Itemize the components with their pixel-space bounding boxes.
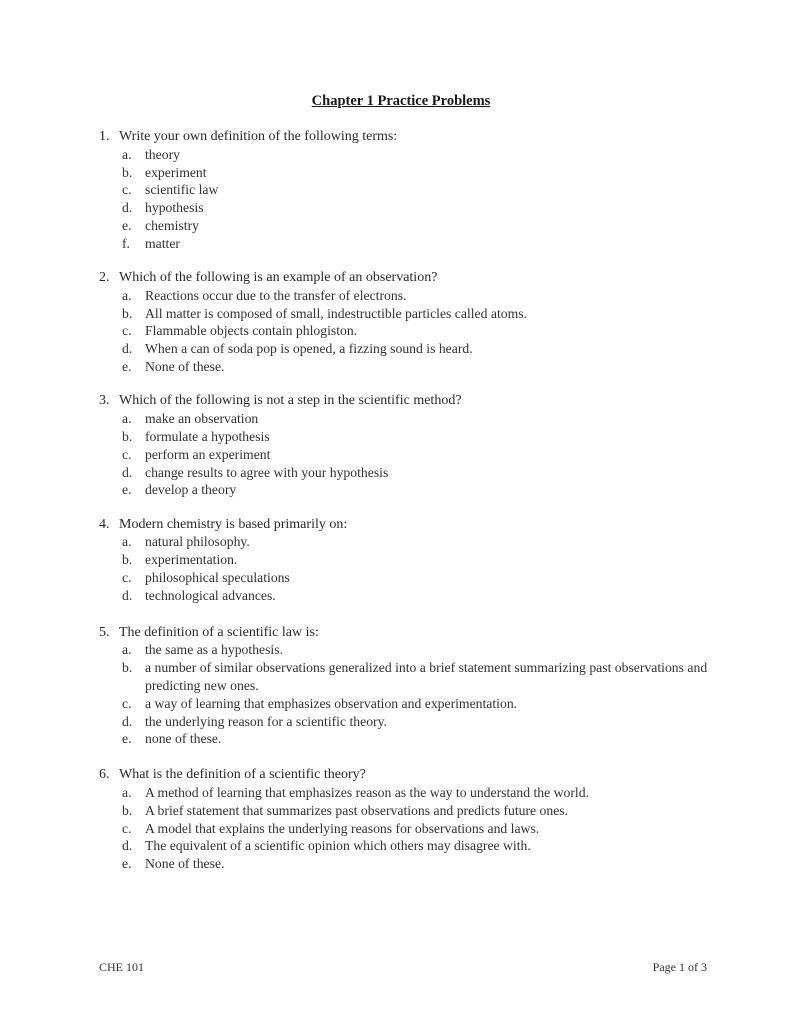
question-list <box>99 128 739 889</box>
option-letter: d. <box>122 838 133 854</box>
option-text: All matter is composed of small, indestructible particles called atoms. <box>145 305 528 321</box>
option-letter: d. <box>122 464 133 480</box>
option-text: a way of learning that emphasizes observation and experimentation. <box>145 695 518 711</box>
answer-option <box>122 305 739 323</box>
question-number: 5. <box>99 624 110 640</box>
answer-option <box>122 181 739 199</box>
option-text: a number of similar observations generalized into a brief statement summarizing past observations and predicting new ones. <box>145 660 708 694</box>
option-letter: b. <box>122 552 133 568</box>
option-text: experiment <box>145 164 207 180</box>
question-number: 6. <box>99 767 110 783</box>
answer-option <box>122 146 739 164</box>
answer-option <box>122 217 739 235</box>
question-number: 2. <box>99 270 110 286</box>
question-stem <box>99 766 739 784</box>
answer-option <box>122 481 739 499</box>
answer-option <box>122 641 739 659</box>
question-stem <box>99 392 739 410</box>
option-letter: b. <box>122 428 133 444</box>
option-letter: e. <box>122 482 132 498</box>
question-text: The definition of a scientific law is: <box>119 624 319 640</box>
answer-option <box>122 837 739 855</box>
question-6 <box>99 766 739 873</box>
option-letter: a. <box>122 642 132 658</box>
option-letter: e. <box>122 731 132 747</box>
answer-option <box>122 446 739 464</box>
answer-option <box>122 659 739 695</box>
option-text: the same as a hypothesis. <box>145 642 283 658</box>
option-letter: a. <box>122 785 132 800</box>
option-text: experimentation. <box>145 552 238 568</box>
option-letter: d. <box>122 341 133 357</box>
option-text: When a can of soda pop is opened, a fizzing sound is heard. <box>145 341 473 357</box>
question-stem <box>99 269 739 287</box>
option-letter: f. <box>122 235 130 251</box>
answer-option <box>122 551 739 569</box>
option-letter: e. <box>122 856 132 872</box>
option-text: The equivalent of a scientific opinion which others may disagree with. <box>145 838 531 854</box>
option-letter: c. <box>122 182 132 198</box>
question-number: 1. <box>99 129 110 144</box>
answer-option <box>122 164 739 182</box>
question-text: Which of the following is not a step in the scientific method? <box>119 393 462 409</box>
option-letter: b. <box>122 164 133 180</box>
option-text: None of these. <box>145 856 225 872</box>
answer-option <box>122 199 739 217</box>
option-text: scientific law <box>145 182 219 198</box>
option-text: change results to agree with your hypothesis <box>145 464 389 480</box>
option-text: Reactions occur due to the transfer of electrons. <box>145 287 407 303</box>
question-5 <box>99 624 739 749</box>
question-number: 4. <box>99 516 110 532</box>
option-letter: b. <box>122 802 133 818</box>
option-text: theory <box>145 146 180 162</box>
question-text: Modern chemistry is based primarily on: <box>119 516 348 532</box>
option-list <box>122 287 739 376</box>
question-stem <box>99 516 739 534</box>
option-text: make an observation <box>145 411 259 427</box>
option-text: matter <box>145 235 180 251</box>
option-text: formulate a hypothesis <box>145 428 270 444</box>
question-text: What is the definition of a scientific theory? <box>119 767 366 783</box>
question-3 <box>99 392 739 499</box>
option-text: A method of learning that emphasizes reason as the way to understand the world. <box>145 785 589 800</box>
option-text: None of these. <box>145 359 225 375</box>
option-text: A model that explains the underlying reasons for observations and laws. <box>145 820 540 836</box>
page-title: Chapter 1 Practice Problems <box>311 93 491 109</box>
answer-option <box>122 569 739 587</box>
option-letter: b. <box>122 660 133 676</box>
option-letter: c. <box>122 446 132 462</box>
answer-option <box>122 587 739 605</box>
question-text: Write your own definition of the following terms: <box>119 129 398 144</box>
option-letter: d. <box>122 587 133 603</box>
answer-option <box>122 410 739 428</box>
answer-option <box>122 358 739 376</box>
option-text: A brief statement that summarizes past observations and predicts future ones. <box>145 802 569 818</box>
footer-course: CHE 101 <box>99 960 144 974</box>
option-text: natural philosophy. <box>145 534 250 550</box>
option-list <box>122 410 739 499</box>
question-4 <box>99 516 739 605</box>
option-text: philosophical speculations <box>145 570 290 586</box>
option-text: none of these. <box>145 731 222 747</box>
answer-option <box>122 820 739 838</box>
option-letter: c. <box>122 820 132 836</box>
option-letter: b. <box>122 305 133 321</box>
option-text: the underlying reason for a scientific theory. <box>145 713 387 729</box>
option-letter: c. <box>122 570 132 586</box>
option-text: Flammable objects contain phlogiston. <box>145 323 358 339</box>
option-letter: a. <box>122 534 132 550</box>
answer-option <box>122 287 739 305</box>
option-letter: e. <box>122 359 132 375</box>
option-text: technological advances. <box>145 587 276 603</box>
option-list <box>122 641 739 748</box>
answer-option <box>122 730 739 748</box>
option-letter: a. <box>122 146 132 162</box>
question-number: 3. <box>99 393 110 409</box>
option-text: perform an experiment <box>145 446 271 462</box>
question-text: Which of the following is an example of an observation? <box>119 270 438 286</box>
option-letter: a. <box>122 287 132 303</box>
answer-option <box>122 855 739 873</box>
option-list <box>122 784 739 873</box>
option-text: hypothesis <box>145 200 204 216</box>
option-list <box>122 146 739 253</box>
option-letter: c. <box>122 323 132 339</box>
answer-option <box>122 235 739 253</box>
option-letter: a. <box>122 411 132 427</box>
option-text: develop a theory <box>145 482 237 498</box>
answer-option <box>122 802 739 820</box>
answer-option <box>122 713 739 731</box>
answer-option <box>122 533 739 551</box>
question-stem <box>99 624 739 642</box>
option-letter: d. <box>122 200 133 216</box>
option-letter: e. <box>122 217 132 233</box>
option-text: chemistry <box>145 217 199 233</box>
option-letter: c. <box>122 695 132 711</box>
option-letter: d. <box>122 713 133 729</box>
question-2 <box>99 269 739 376</box>
answer-option <box>122 464 739 482</box>
answer-option <box>122 340 739 358</box>
question-1 <box>99 128 739 253</box>
option-list <box>122 533 739 604</box>
answer-option <box>122 322 739 340</box>
answer-option <box>122 428 739 446</box>
answer-option <box>122 695 739 713</box>
footer-page-number: Page 1 of 3 <box>652 960 707 974</box>
question-stem <box>99 128 739 146</box>
answer-option <box>122 784 739 802</box>
